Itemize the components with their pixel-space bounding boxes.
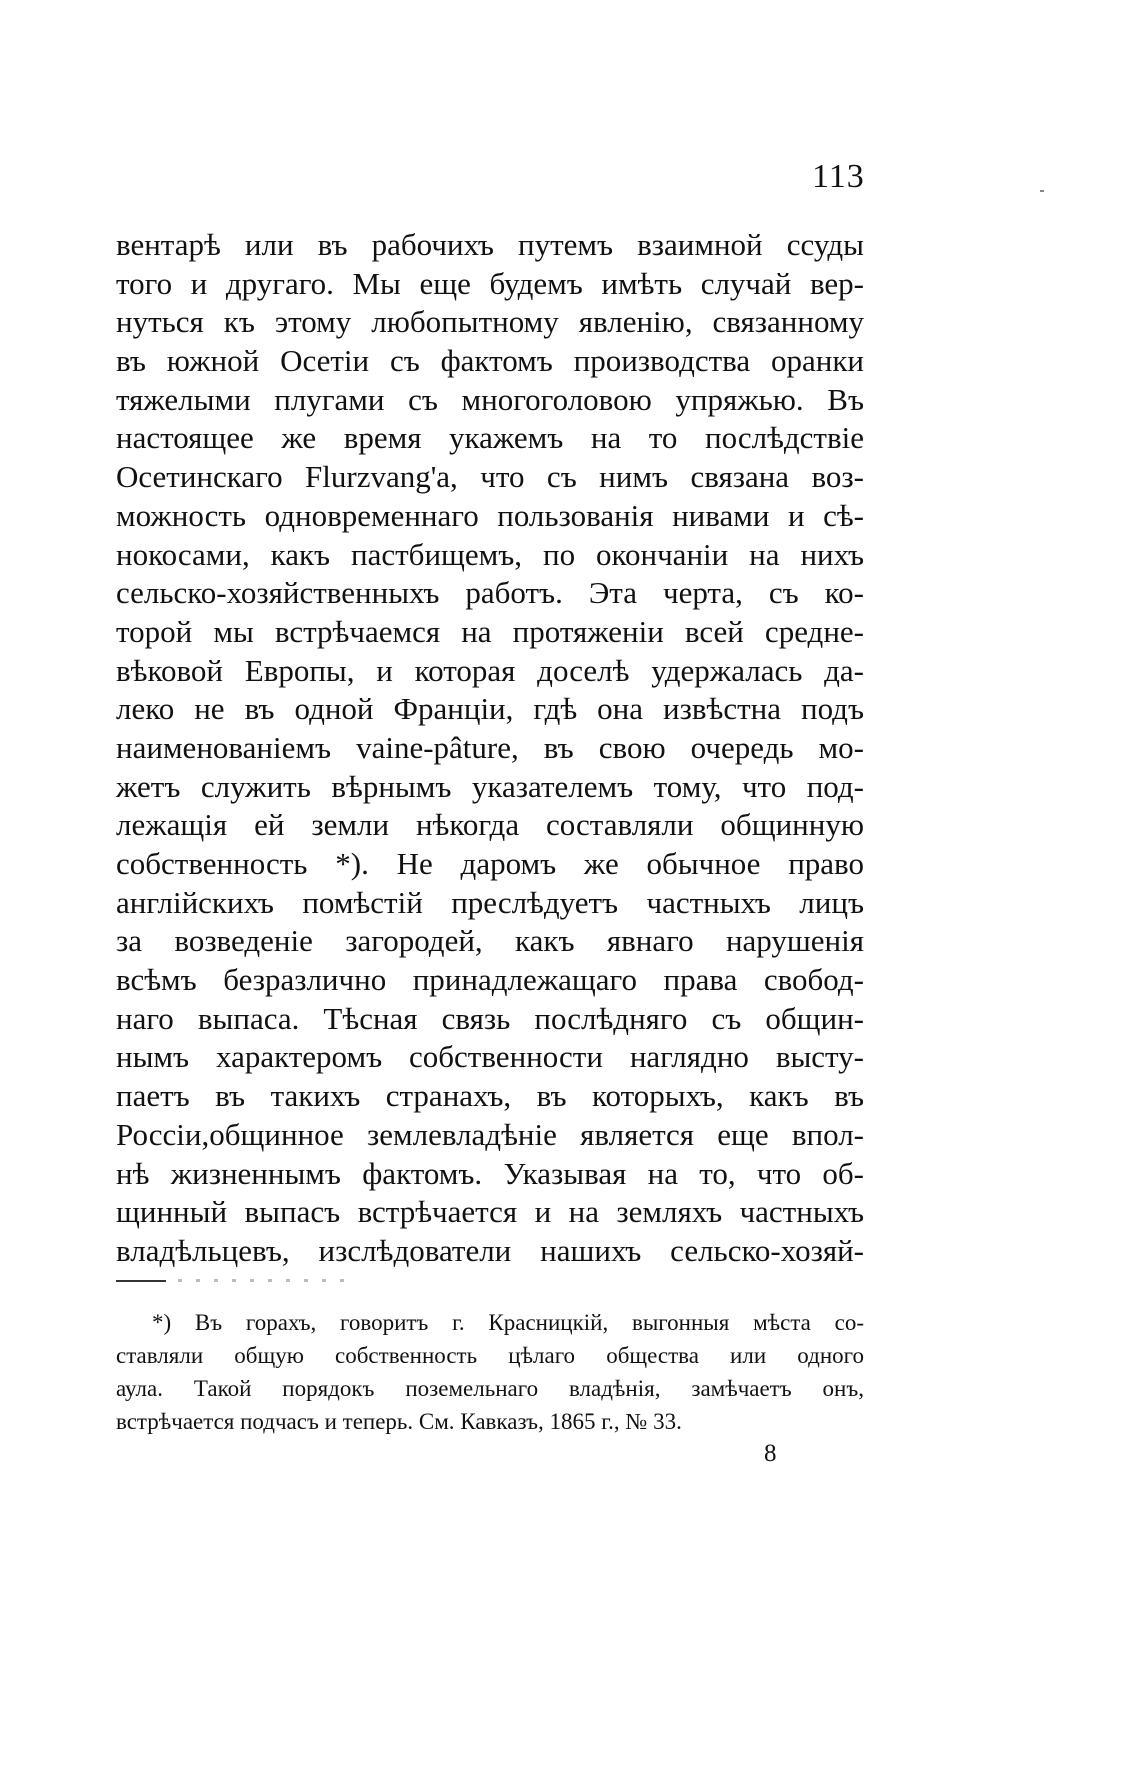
body-line: леко не въ одной Франціи, гдѣ она извѣстна подъ [116, 691, 864, 727]
body-line: паетъ въ такихъ странахъ, въ которыхъ, какъ въ [116, 1078, 864, 1114]
footnote-rule-dots [178, 1279, 348, 1282]
body-line: нѣ жизненнымъ фактомъ. Указывая на то, что об- [116, 1155, 864, 1191]
footnote-line: аула. Такой порядокъ поземельнаго владѣнія, замѣчаетъ онъ, [116, 1376, 864, 1401]
body-line: собственность *). Не даромъ же обычное право [116, 846, 864, 881]
body-line: тяжелыми плугами съ многоголовою упряжью. Въ [116, 381, 864, 417]
body-line: всѣмъ безразлично принадлежащаго права свобод- [116, 962, 864, 998]
body-line: нымъ характеромъ собственности наглядно высту- [116, 1039, 864, 1075]
body-line: жетъ служить вѣрнымъ указателемъ тому, что под- [116, 768, 864, 804]
footnote [116, 1306, 864, 1438]
footnote-line: *) Въ горахъ, говоритъ г. Красницкій, выгонныя мѣста со- [152, 1310, 864, 1335]
body-line: Осетинскаго Flurzvang'а, что съ нимъ связана воз- [116, 459, 864, 495]
body-line: наго выпаса. Тѣсная связь послѣдняго съ общин- [116, 1000, 864, 1036]
footnote-line: ставляли общую собственность цѣлаго общества или одного [116, 1343, 864, 1368]
signature-mark: 8 [764, 1440, 777, 1467]
page-number: 113 [812, 158, 865, 195]
body-line: настоящее же время укажемъ на то послѣдствіе [116, 420, 864, 456]
body-line: того и другаго. Мы еще будемъ имѣть случай вер- [116, 265, 864, 301]
body-line: вентарѣ или въ рабочихъ путемъ взаимной ссуды [116, 227, 864, 262]
body-line: лежащія ей земли нѣкогда составляли общинную [116, 807, 864, 843]
body-line: англійскихъ помѣстій преслѣдуетъ частныхъ лицъ [116, 884, 864, 920]
body-line: за возведеніе загородей, какъ явнаго нарушенія [116, 923, 864, 959]
body-line: щинный выпасъ встрѣчается и на земляхъ частныхъ [116, 1194, 864, 1230]
body-line: въ южной Осетіи съ фактомъ производства оранки [116, 343, 864, 379]
body-line: сельско-хозяйственныхъ работъ. Эта черта, съ ко- [116, 575, 864, 611]
body-line: торой мы встрѣчаемся на протяженіи всей средне- [116, 613, 864, 649]
body-line: владѣльцевъ, изслѣдователи нашихъ сельско-хозяй- [116, 1232, 864, 1268]
body-line: нокосами, какъ пастбищемъ, по окончаніи на нихъ [116, 536, 864, 572]
stray-mark [1040, 190, 1044, 192]
footnote-line: встрѣчается подчасъ и теперь. См. Кавказъ, 1865 г., № 33. [116, 1409, 682, 1434]
body-line: Россіи,общинное землевладѣніе является еще впол- [116, 1116, 864, 1152]
body-line: нуться къ этому любопытному явленію, связанному [116, 304, 864, 340]
body-line: можность одновременнаго пользованія нивами и сѣ- [116, 497, 864, 533]
body-line: вѣковой Европы, и которая доселѣ удержалась да- [116, 652, 864, 688]
footnote-rule [116, 1280, 166, 1282]
body-text [116, 226, 864, 1271]
body-line: наименованіемъ vaine-pâture, въ свою очередь мо- [116, 729, 864, 765]
